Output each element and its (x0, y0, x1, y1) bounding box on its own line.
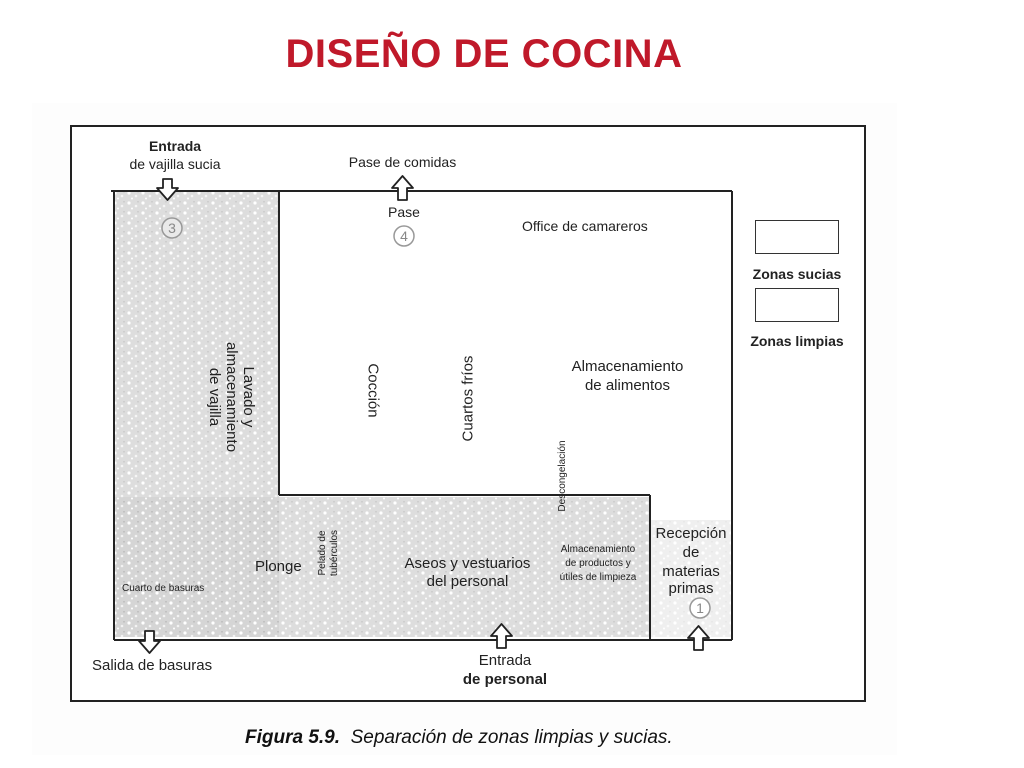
pase-label: Pase (388, 204, 420, 220)
zone-number-4: 4 (400, 228, 408, 244)
zone-number-1: 1 (696, 600, 704, 616)
entrada-vajilla-label-1: Entrada (148, 138, 202, 154)
almacenamiento-alimentos-label-1: Almacenamiento (571, 358, 684, 375)
arrow-up-pase-icon (392, 176, 413, 200)
lavado-label-2: almacenamiento (223, 341, 240, 453)
almacenamiento-productos-label-3: útiles de limpieza (559, 572, 637, 583)
legend-label-sucias: Zonas sucias (752, 266, 842, 282)
aseos-label-1: Aseos y vestuarios (404, 555, 531, 572)
almacenamiento-alimentos-label-2: de alimentos (584, 377, 671, 394)
lavado-label-1: Lavado y (240, 366, 257, 428)
cuartos-frios-label: Cuartos fríos (459, 355, 477, 442)
legend-swatch-limpias (755, 288, 839, 322)
lavado-label-3: de vajilla (206, 367, 223, 427)
recepcion-label-3: materias (662, 563, 720, 580)
pelado-label-2: tubérculos (329, 529, 340, 577)
office-camareros-label: Office de camareros (522, 218, 648, 234)
legend-label-limpias: Zonas limpias (750, 333, 844, 349)
pelado-tuberculos-label (317, 518, 343, 588)
entrada-vajilla-label-2: de vajilla sucia (129, 156, 221, 172)
plonge-label: Plonge (255, 558, 302, 575)
figure-number: Figura 5.9. (245, 727, 341, 748)
pelado-label-1: Pelado de (317, 530, 328, 576)
zone-number-3: 3 (168, 220, 176, 236)
page-title: DISEÑO DE COCINA (285, 32, 683, 76)
descongelacion-label: Descongelación (557, 440, 568, 512)
almacenamiento-productos-label-2: de productos y (565, 558, 631, 569)
legend-swatch-sucias (755, 220, 839, 254)
entrada-personal-label-2: de personal (462, 671, 548, 688)
entrada-personal-label-1: Entrada (478, 652, 532, 669)
lavado-vajilla-label (203, 317, 257, 477)
figure-caption-text: Separación de zonas limpias y sucias. (350, 727, 673, 748)
aseos-label-2: del personal (426, 573, 509, 590)
recepcion-label-1: Recepción (655, 525, 727, 542)
cuarto-basuras-label: Cuarto de basuras (122, 583, 205, 594)
recepcion-label-2: de (682, 544, 700, 561)
salida-basuras-label: Salida de basuras (92, 657, 213, 674)
almacenamiento-productos-label-1: Almacenamiento (560, 544, 636, 555)
figure-caption (245, 727, 673, 749)
recepcion-label-4: primas (668, 580, 714, 597)
pase-comidas-label: Pase de comidas (348, 154, 457, 170)
coccion-label: Cocción (364, 363, 382, 418)
